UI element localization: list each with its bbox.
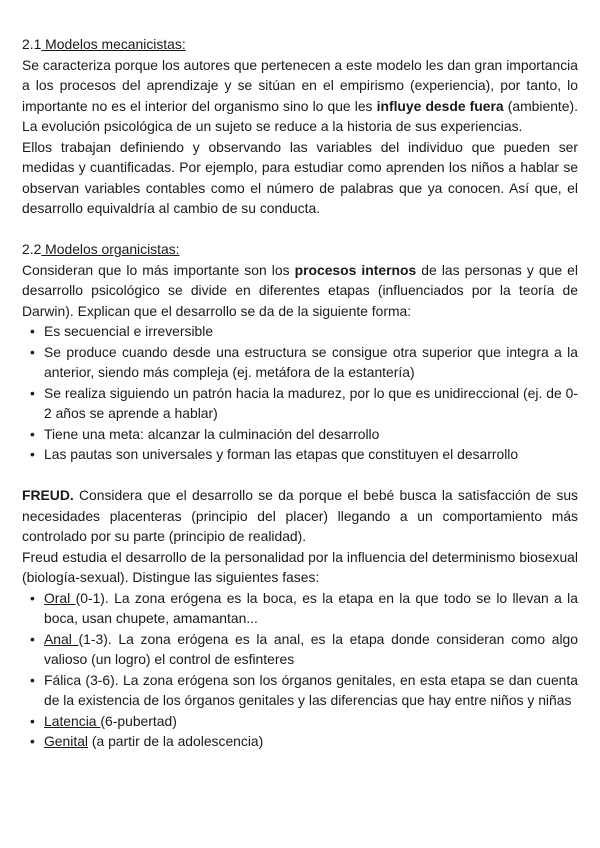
list-item: • Latencia (6-pubertad) xyxy=(22,711,578,732)
list-item: • Oral (0-1). La zona erógena es la boca, es la etapa en la que todo se lo llevan a la boca, usan chupete, amamantan... xyxy=(30,589,578,626)
freud-heading: FREUD. xyxy=(22,487,74,503)
emphasis-text: influye desde fuera xyxy=(376,97,504,114)
freud-paragraph-2: Freud estudia el desarrollo de la personalidad por la influencia del determinismo biosexual (biología-sexual). Distingue las siguientes fases: xyxy=(22,548,578,585)
phase-name: Oral xyxy=(44,589,76,606)
bullet-icon: • xyxy=(30,446,35,462)
list-item: • Se produce cuando desde una estructura se consigue otra superior que integra a la anterior, siendo más compleja (ej. metáfora de la estantería) xyxy=(30,343,578,380)
list-item: • Es secuencial e irreversible xyxy=(22,321,578,342)
list-item: • Anal (1-3). La zona erógena es la anal, es la etapa donde consideran como algo valioso (un logro) el control de esfinteres xyxy=(30,630,579,667)
phase-name: Genital xyxy=(44,733,89,749)
bullet-icon: • xyxy=(30,425,35,442)
list-item: • Se realiza siguiendo un patrón hacia la madurez, por lo que es unidireccional (ej. de 0-2 años se aprende a hablar) xyxy=(30,384,578,421)
section-title: Modelos organicistas: xyxy=(41,241,180,257)
mecanicistas-paragraph-1: Se caracteriza porque los autores que pertenecen a este modelo les dan gran importancia a los procesos del aprendizaje y se sitúan en el empirismo (experiencia), por tanto, lo importante no es el interior del organismo sino lo que les influye desde fuera (ambiente). La evolución psicológica de un sujeto se reduce a la historia de sus experiencias. xyxy=(22,56,578,134)
list-item: • Tiene una meta: alcanzar la culminación del desarrollo xyxy=(22,424,578,445)
phase-name: Latencia xyxy=(44,712,101,729)
section-2-2-heading xyxy=(22,239,578,260)
section-title: Modelos mecanicistas: xyxy=(41,36,186,52)
bullet-icon: • xyxy=(30,323,35,339)
mecanicistas-paragraph-2: Ellos trabajan definiendo y observando las variables del individuo que pueden ser medidas y cuantificadas. Por ejemplo, para estudiar como aprenden los niños a hablar se observan variables contables como el número de palabras que ya conocen. Así que, el desarrollo equivaldría al cambio de su conducta. xyxy=(22,138,578,216)
bullet-icon: • xyxy=(30,712,35,729)
bullet-icon: • xyxy=(30,343,35,360)
emphasis-text: procesos internos xyxy=(294,261,417,278)
list-item xyxy=(22,670,578,711)
organicistas-list xyxy=(22,321,578,465)
organicistas-paragraph: Consideran que lo más importante son los procesos internos de las personas y que el desarrollo psicológico se divide en diferentes etapas (influenciados por la teoría de Darwin). Explican que el desarrollo se da de la siguiente forma: xyxy=(22,261,578,319)
document-page xyxy=(22,34,578,752)
bullet-icon: • xyxy=(30,671,35,688)
bullet-icon: • xyxy=(30,384,35,401)
section-number: 2.1 xyxy=(22,36,42,52)
freud-paragraph-1: FREUD. Considera que el desarrollo se da porque el bebé busca la satisfacción de sus necesidades placenteras (principio del placer) llegando a un comportamiento más controlado por su parte (principio de realidad). xyxy=(22,487,578,544)
section-2-1-heading xyxy=(22,34,578,55)
phase-name: Anal xyxy=(44,630,79,647)
section-number: 2.2 xyxy=(22,241,42,257)
list-item: • Genital (a partir de la adolescencia) xyxy=(22,731,578,752)
freud-phases-list xyxy=(22,588,578,752)
bullet-icon: • xyxy=(30,733,35,749)
bullet-icon: • xyxy=(30,630,35,647)
phase-name: Fálica (3-6). La zona erógena son los órganos genitales, en esta etapa se dan cuenta de la existencia de los órganos genitales y las diferencias que hay entre niños y niñas xyxy=(44,671,578,708)
list-item: • Las pautas son universales y forman las etapas que constituyen el desarrollo xyxy=(22,444,578,465)
bullet-icon: • xyxy=(30,589,35,606)
